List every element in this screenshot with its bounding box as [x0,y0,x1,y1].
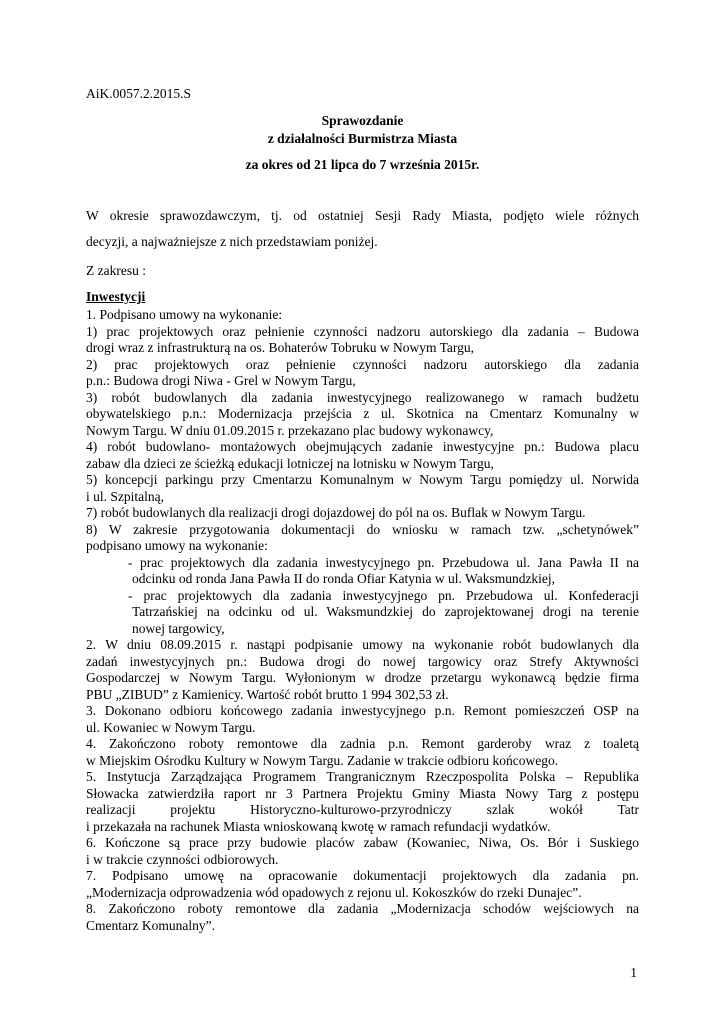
text-line: 4) robót budowlano- montażowych obejmujących zadanie inwestycyjne pn.: Budowa placu [86,439,639,454]
text-line: 3. Dokonano odbioru końcowego zadania inwestycyjnego p.n. Remont pomieszczeń OSP na [86,703,639,718]
list-item [86,868,639,901]
text-line: ul. Kowaniec w Nowym Targu. [86,719,256,735]
text-line: Tatrzańskiej na odcinku od ul. Waksmundzkiej do zaprojektowanej drogi na terenie [132,604,639,619]
subitem [128,588,639,638]
list-item [86,769,639,835]
subitem-list [86,555,639,638]
list-item [86,357,639,390]
text-line: Cmentarz Komunalny”. [86,917,215,933]
text-line: odcinku od ronda Jana Pawła II do ronda Ofiar Katynia w ul. Waksmundzkiej, [132,571,556,586]
text-line: zabaw dla dzieci ze ścieżką edukacji lotniczej na lotnisku w Nowym Targu, [86,455,494,471]
text-line: „Modernizacja odprowadzenia wód opadowych z rejonu ul. Kokoszków do rzeki Dunajec”. [86,884,582,900]
text-line: Słowacka zatwierdziła raport nr 3 Partnera Projektu Gminy Miasta Nowy Targ z postępu [86,785,639,801]
text-line: 4. Zakończono roboty remontowe dla zadnia p.n. Remont garderoby wraz z toaletą [86,736,639,751]
text-line: 7. Podpisano umowę na opracowanie dokumentacji projektowych dla zadania pn. [86,868,639,883]
text-line: realizacji projektu Historyczno-kulturowo-przyrodniczy szlak wokół Tatr [86,802,639,817]
text-line: 6. Kończone są prace przy budowie placów zabaw (Kowaniec, Niwa, Os. Bór i Suskiego [86,835,639,850]
list-item [86,835,639,868]
text-line: w Miejskim Ośrodku Kultury w Nowym Targu. Zadanie w trakcie odbioru końcowego. [86,752,559,768]
text-line: 1. Podpisano umowy na wykonanie: [86,307,283,322]
list-item [86,901,639,934]
list-item [86,522,639,555]
intro-line: decyzji, a najważniejsze z nich przedstawiam poniżej. [86,234,378,249]
document-body [86,86,639,934]
text-line: Nowym Targu. W dniu 01.09.2015 r. przekazano plac budowy wykonawcy, [86,422,494,438]
subitem [128,555,639,588]
document-reference: AiK.0057.2.2015.S [86,86,192,101]
title-line: z działalności Burmistrza Miasta [267,131,458,146]
text-line: 8) W zakresie przygotowania dokumentacji do wniosku w ramach tzw. „schetynówek” [86,521,639,537]
text-line: 5) koncepcji parkingu przy Cmentarzu Komunalnym w Nowym Targu pomiędzy ul. Norwida [86,472,639,487]
list-item [86,505,639,522]
list-item [86,472,639,505]
text-line: p.n.: Budowa drogi Niwa - Grel w Nowym Targu, [86,373,356,388]
text-line: 3) robót budowlanych dla zadania inwestycyjnego realizowanego w ramach budżetu [86,389,639,405]
text-line: 2) prac projektowych oraz pełnienie czynności nadzoru autorskiego dla zadania [86,356,639,372]
intro-paragraph [86,203,639,255]
text-line: 7) robót budowlanych dla realizacji drogi dojazdowej do pól na os. Buflak w Nowym Targu. [86,505,586,520]
text-line: i przekazała na rachunek Miasta wnioskowaną kwotę w ramach refundacji wydatków. [86,818,551,834]
text-line: 5. Instytucja Zarządzająca Programem Trangranicznym Rzeczpospolita Polska – Republika [86,769,639,784]
list-item [86,439,639,472]
text-line: - prac projektowych dla zadania inwestycyjnego pn. Przebudowa ul. Jana Pawła II na [128,554,639,570]
list-item [86,307,639,324]
text-line: nowej targowicy, [132,620,225,636]
text-line: 1) prac projektowych oraz pełnienie czynności nadzoru autorskiego dla zadania – Budowa [86,323,639,339]
list-item [86,637,639,703]
text-line: zadań inwestycyjnych pn.: Budowa drogi do nowej targowicy oraz Strefy Aktywności [86,653,639,669]
text-line: obywatelskiego p.n.: Modernizacja przejścia z ul. Skotnica na Cmentarz Komunalny w [86,406,639,421]
page-number: 1 [630,965,637,980]
item-list [86,637,639,934]
scope-label: Z zakresu : [86,263,146,278]
text-line: drogi wraz z infrastrukturą na os. Bohaterów Tobruku w Nowym Targu, [86,340,475,355]
text-line: 8. Zakończono roboty remontowe dla zadania „Modernizacja schodów wejściowych na [86,901,639,916]
list-item [86,324,639,357]
title-line: Sprawozdanie [321,112,404,128]
item-list [86,307,639,555]
intro-line: W okresie sprawozdawczym, tj. od ostatniej Sesji Rady Miasta, podjęto wiele różnych [86,208,639,223]
text-line: - prac projektowych dla zadania inwestycyjnego pn. Przebudowa ul. Konfederacji [128,587,639,603]
text-line: podpisano umowy na wykonanie: [86,538,268,553]
list-item [86,703,639,736]
list-item [86,736,639,769]
report-period: za okres od 21 lipca do 7 września 2015r. [245,156,480,172]
section-heading: Inwestycji [86,289,146,304]
report-title [86,113,639,148]
text-line: i w trakcie czynności odbiorowych. [86,851,279,867]
text-line: i ul. Szpitalną, [86,488,164,504]
text-line: 2. W dniu 08.09.2015 r. nastąpi podpisanie umowy na wykonanie robót budowlanych dla [86,637,639,652]
text-line: Gospodarczej w Nowym Targu. Wyłonionym w drodze przetargu wykonawcą będzie firma [86,670,639,685]
list-item [86,390,639,440]
text-line: PBU „ZIBUD” z Kamienicy. Wartość robót brutto 1 994 302,53 zł. [86,686,449,702]
